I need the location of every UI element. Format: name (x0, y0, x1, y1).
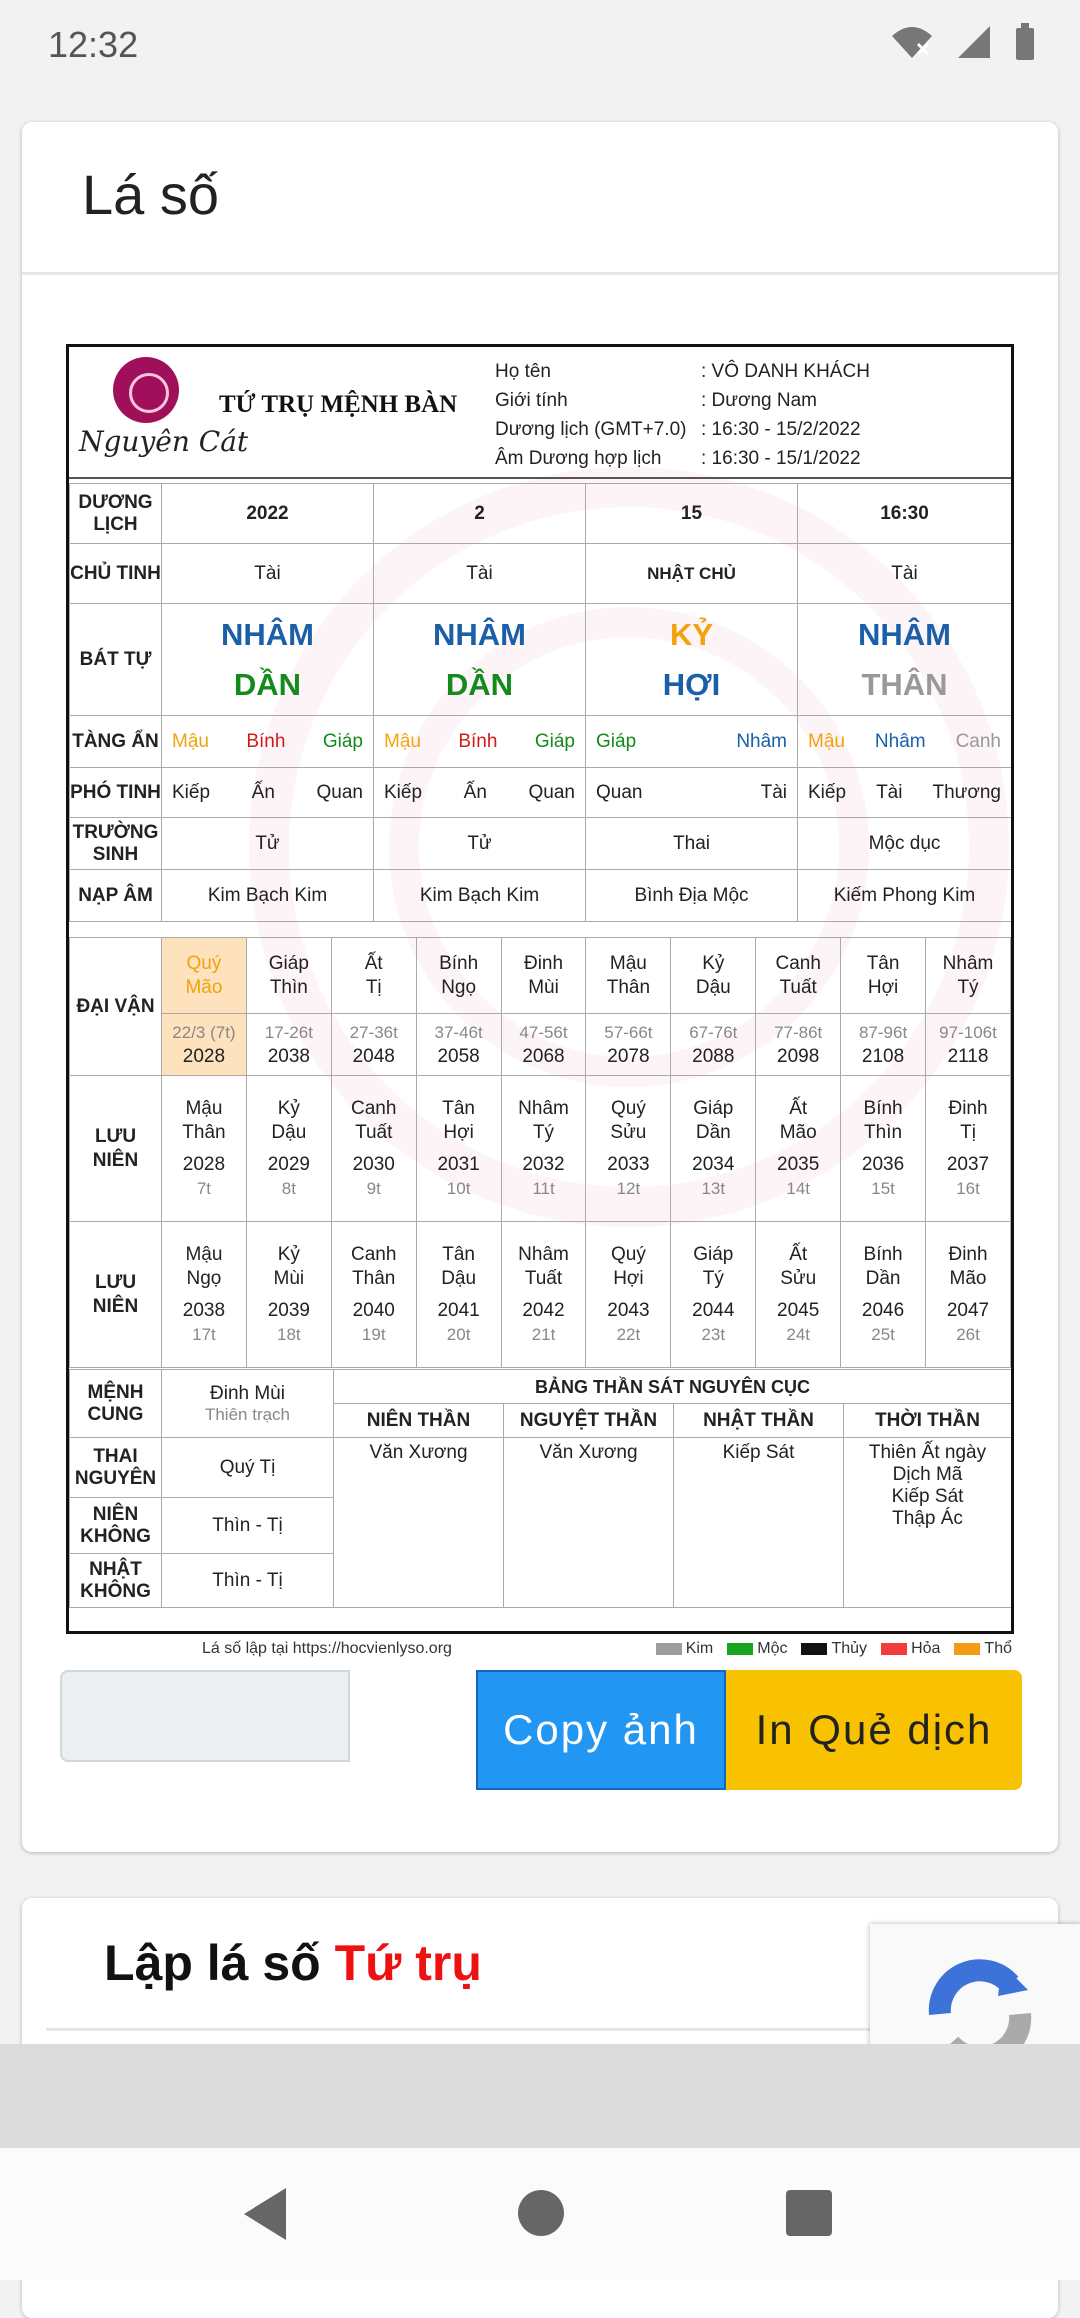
card-divider (22, 272, 1058, 275)
than-sat-header: NIÊN THẦN (334, 1404, 504, 1438)
dai-van-year: 77-86t 2098 (756, 1014, 841, 1076)
dai-van-year: 37-46t 2058 (416, 1014, 501, 1076)
dai-van-year: 22/3 (7t) 2028 (162, 1014, 247, 1076)
dai-van-cell: Đinh Mùi (501, 938, 586, 1014)
nap-am-cell: Kim Bạch Kim (374, 870, 586, 922)
card-title: Lá số (82, 163, 219, 226)
bat-tu-can: NHÂM (433, 616, 526, 652)
legend-item: Hỏa (881, 1640, 940, 1658)
than-sat-header: THỜI THẦN (844, 1404, 1012, 1438)
row-label: CHỦ TINH (70, 544, 162, 604)
home-icon[interactable] (518, 2190, 564, 2236)
status-icons (888, 22, 1036, 62)
luu-nien-cell: Tân Hợi 2031 10t (416, 1076, 501, 1222)
info-value: : Dương Nam (701, 390, 817, 411)
bat-tu-cell (586, 604, 798, 716)
dai-van-year: 27-36t 2048 (331, 1014, 416, 1076)
nap-am-cell: Kim Bạch Kim (162, 870, 374, 922)
recent-apps-icon[interactable] (786, 2190, 832, 2236)
truong-sinh-cell: Mộc dục (798, 818, 1012, 870)
logo-text: Nguyên Cát (79, 425, 249, 458)
row-label: NIÊN KHÔNG (70, 1498, 162, 1554)
row-label: PHÓ TINH (70, 768, 162, 818)
dai-van-table (69, 937, 1011, 1368)
row-label: MỆNH CUNG (70, 1370, 162, 1438)
luu-nien-cell: Kỷ Dậu 2029 8t (246, 1076, 331, 1222)
duong-lich-cell: 2 (374, 484, 586, 544)
dai-van-year: 57-66t 2078 (586, 1014, 671, 1076)
row-label: LƯU NIÊN (70, 1076, 162, 1222)
grey-overlay-bar (0, 2044, 1080, 2148)
dai-van-year: 17-26t 2038 (246, 1014, 331, 1076)
dai-van-cell: Bính Ngọ (416, 938, 501, 1014)
luu-nien-cell: Bính Dần 2046 25t (841, 1222, 926, 1368)
luu-nien-cell: Đinh Mão 2047 26t (926, 1222, 1011, 1368)
dai-van-cell: Quý Mão (162, 938, 247, 1014)
dai-van-year: 47-56t 2068 (501, 1014, 586, 1076)
chart-name: TỨ TRỤ MỆNH BÀN (219, 391, 458, 418)
info-label: Họ tên (495, 361, 551, 382)
truong-sinh-cell: Tử (162, 818, 374, 870)
legend-item: Mộc (727, 1640, 787, 1658)
legend-items (656, 1640, 1012, 1658)
pho-tinh-cell: Kiếp Ấn Quan (162, 768, 374, 818)
luu-nien-cell: Đinh Tị 2037 16t (926, 1076, 1011, 1222)
section-divider (46, 2028, 946, 2031)
luu-nien-cell: Nhâm Tý 2032 11t (501, 1076, 586, 1222)
info-row (495, 386, 870, 415)
bat-tu-can: NHÂM (221, 616, 314, 652)
row-label: TÀNG ẨN (70, 716, 162, 768)
info-label: Dương lịch (GMT+7.0) (495, 419, 687, 440)
legend-source: Lá số lập tại https://hocvienlyso.org (202, 1640, 452, 1657)
chu-tinh-cell: Tài (798, 544, 1012, 604)
nien-than-cell: Văn Xương (334, 1438, 504, 1608)
dai-van-cell: Giáp Thìn (246, 938, 331, 1014)
navigation-bar (0, 2148, 1080, 2280)
luu-nien-cell: Canh Tuất 2030 9t (331, 1076, 416, 1222)
pillars-table (69, 483, 1012, 922)
row-label: DƯƠNG LỊCH (70, 484, 162, 544)
luu-nien-cell: Quý Hợi 2043 22t (586, 1222, 671, 1368)
info-label: Âm Dương hợp lịch (495, 448, 662, 469)
thoi-than-cell: Thiên Ất ngày Dịch Mã Kiếp Sát Thập Ác (844, 1438, 1012, 1608)
bat-tu-chi: DẦN (445, 666, 514, 702)
status-time: 12:32 (48, 24, 139, 65)
row-label: NHẬT KHÔNG (70, 1554, 162, 1608)
luu-nien-cell: Canh Thân 2040 19t (331, 1222, 416, 1368)
chart-info (495, 357, 870, 473)
dai-van-year: 97-106t 2118 (926, 1014, 1011, 1076)
tang-an-cell: Giáp Nhâm (586, 716, 798, 768)
wifi-icon (888, 22, 936, 62)
row-label: LƯU NIÊN (70, 1222, 162, 1368)
dai-van-cell: Kỷ Dậu (671, 938, 756, 1014)
luu-nien-cell: Giáp Dần 2034 13t (671, 1076, 756, 1222)
nhat-than-cell: Kiếp Sát (674, 1438, 844, 1608)
legend-item: Thổ (954, 1640, 1012, 1658)
duong-lich-cell: 16:30 (798, 484, 1012, 544)
bat-tu-chi: HỢI (662, 666, 721, 702)
dai-van-cell: Mậu Thân (586, 938, 671, 1014)
info-value: : VÔ DANH KHÁCH (701, 361, 870, 382)
recaptcha-badge[interactable] (870, 1924, 1080, 2064)
menh-cung-cell: Đinh Mùi Thiên trạch (162, 1370, 334, 1438)
status-bar (0, 0, 1080, 90)
row-label: THAI NGUYÊN (70, 1438, 162, 1498)
info-value: : 16:30 - 15/1/2022 (701, 448, 861, 469)
row-label: ĐẠI VẬN (70, 938, 162, 1076)
luu-nien-cell: Quý Sửu 2033 12t (586, 1076, 671, 1222)
row-label: TRƯỜNG SINH (70, 818, 162, 870)
bat-tu-cell (798, 604, 1012, 716)
dai-van-year: 67-76t 2088 (671, 1014, 756, 1076)
legend-item: Kim (656, 1640, 714, 1658)
duong-lich-cell: 15 (586, 484, 798, 544)
row-label: BÁT TỰ (70, 604, 162, 716)
bat-tu-chi: THÂN (861, 666, 948, 702)
info-row (495, 415, 870, 444)
luu-nien-cell: Mậu Thân 2028 7t (162, 1076, 247, 1222)
tu-tru-chart (66, 344, 1014, 1634)
print-que-dich-button[interactable]: In Quẻ dịch (726, 1670, 1022, 1790)
tang-an-cell: Mậu Bính Giáp (162, 716, 374, 768)
share-input[interactable] (60, 1670, 350, 1762)
duong-lich-cell: 2022 (162, 484, 374, 544)
nguyen-cat-logo-icon (113, 357, 179, 423)
signal-icon (954, 22, 994, 62)
info-label: Giới tính (495, 390, 568, 411)
section-title: Lập lá số Tứ trụ (104, 1935, 482, 1991)
dai-van-year: 87-96t 2108 (841, 1014, 926, 1076)
than-sat-header: NGUYỆT THẦN (504, 1404, 674, 1438)
bat-tu-can: KỶ (669, 616, 714, 652)
pho-tinh-cell: Kiếp Tài Thương (798, 768, 1012, 818)
dai-van-cell: Ất Tị (331, 938, 416, 1014)
thai-nguyen-cell: Quý Tị (162, 1438, 334, 1498)
luu-nien-cell: Tân Dậu 2041 20t (416, 1222, 501, 1368)
bat-tu-can: NHÂM (858, 616, 951, 652)
legend (22, 1638, 1058, 1664)
nap-am-cell: Bình Địa Mộc (586, 870, 798, 922)
nap-am-cell: Kiếm Phong Kim (798, 870, 1012, 922)
dai-van-cell: Nhâm Tý (926, 938, 1011, 1014)
than-sat-header: NHẬT THẦN (674, 1404, 844, 1438)
luu-nien-cell: Bính Thìn 2036 15t (841, 1076, 926, 1222)
than-sat-title: BẢNG THẦN SÁT NGUYÊN CỤC (334, 1370, 1012, 1404)
pho-tinh-cell: Kiếp Ấn Quan (374, 768, 586, 818)
nhat-khong-cell: Thìn - Tị (162, 1554, 334, 1608)
nien-khong-cell: Thìn - Tị (162, 1498, 334, 1554)
luu-nien-cell: Ất Sửu 2045 24t (756, 1222, 841, 1368)
la-so-card (22, 122, 1058, 1852)
tang-an-cell: Mậu Bính Giáp (374, 716, 586, 768)
back-icon[interactable] (244, 2188, 286, 2240)
bat-tu-chi: DẦN (233, 666, 302, 702)
copy-image-button[interactable]: Copy ảnh (476, 1670, 726, 1790)
dai-van-cell: Canh Tuất (756, 938, 841, 1014)
chu-tinh-cell: Tài (374, 544, 586, 604)
info-value: : 16:30 - 15/2/2022 (701, 419, 861, 440)
pho-tinh-cell: Quan Tài (586, 768, 798, 818)
luu-nien-cell: Nhâm Tuất 2042 21t (501, 1222, 586, 1368)
luu-nien-cell: Giáp Tý 2044 23t (671, 1222, 756, 1368)
battery-icon (1012, 22, 1036, 62)
chu-tinh-cell: NHẬT CHỦ (586, 544, 798, 604)
nguyet-than-cell: Văn Xương (504, 1438, 674, 1608)
tang-an-cell: Mậu Nhâm Canh (798, 716, 1012, 768)
truong-sinh-cell: Thai (586, 818, 798, 870)
legend-item: Thủy (801, 1640, 867, 1658)
truong-sinh-cell: Tử (374, 818, 586, 870)
info-row (495, 357, 870, 386)
info-row (495, 444, 870, 473)
luu-nien-cell: Kỷ Mùi 2039 18t (246, 1222, 331, 1368)
luu-nien-cell: Ất Mão 2035 14t (756, 1076, 841, 1222)
bat-tu-cell (374, 604, 586, 716)
chu-tinh-cell: Tài (162, 544, 374, 604)
dai-van-cell: Tân Hợi (841, 938, 926, 1014)
luu-nien-cell: Mậu Ngọ 2038 17t (162, 1222, 247, 1368)
row-label: NẠP ÂM (70, 870, 162, 922)
chart-header (69, 347, 1011, 479)
than-sat-table (69, 1369, 1012, 1608)
bat-tu-cell (162, 604, 374, 716)
